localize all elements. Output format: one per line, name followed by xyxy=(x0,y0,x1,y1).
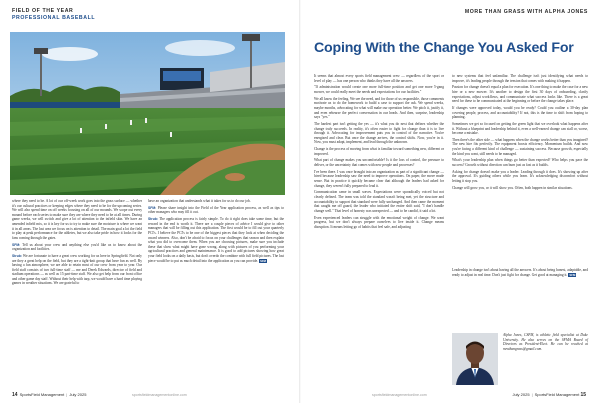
paragraph: Strub: We are fortunate to have a great crew working for us here in Springfield. Not only are they a great help on the field, but they are a tight-knit group that have fun as well. By having a fun atmosphere, we are able to retain most of our crew from year to year. Our field staff consists of two full-time staff — me and Derek Edwards, director of field and stadium operations — as well as 15 part-time staff. We also get help from our front office and other game day staff. Without their help with tarp, we would have a hard time playing games in weather situations. We are grateful to xyxy=(12,253,142,286)
kicker-title: FIELD OF THE YEAR xyxy=(12,8,74,14)
author-portrait xyxy=(452,333,498,385)
page-gutter xyxy=(299,0,301,403)
paragraph: Then there's the other side — what happens when the change works better than you imagined? The new hire fits perfectly. The equipment boosts efficiency. Momentum builds. And now you're facing a different kind of challenge — sustaining success. Because growth, especially the kind you want, still needs to be managed. xyxy=(452,137,588,156)
paragraph: Asking for change doesn't make you a leader. Leading through it does. It's showing up after the approval. It's guiding others while you learn. It's acknowledging discomfort without letting it stop you. xyxy=(452,169,588,183)
paragraph: It seems that almost every sports field management crew — regardless of the sport or level of play — has one person who thinks they have all the answers. xyxy=(314,74,444,83)
column-kicker: MORE THAN GRASS WITH ALPHA JONES xyxy=(464,9,588,15)
left-column-2 xyxy=(148,199,284,391)
paragraph: I've been there. I was once brought into an organization as part of a significant change — hired because leadership saw the need to improve operations. On paper, the move made sense. But in practice it quickly became clear that although the leaders had asked for change, they weren't fully prepared to lead it. xyxy=(314,169,444,188)
paragraph: where they need to be. A lot of our off-week work goes into the grass surface — whether it's our cultural practices or keeping edges where they need to be for the upcoming series. We will also spend time on off weeks focusing on all of our mounds. We scope out every mound before each series to make sure they are where they need to be at all times. During game weeks, we will switch and give a lot of attention to the infield skin. We have an amended infield mix, so it is key for us to try to make sure the moisture is where we want it in all areas. The last area we focus on is attention to detail. The main goal a lot the field to play at peak performance for the athletes, but we also take pride in how it looks for the fans coming through the gates. xyxy=(12,199,142,240)
paragraph: We all know the feeling. We see the need, and for those of us responsible, those comments motivate us to do the homework to build a case to support the ask. We spend weeks, maybe months, advocating for what will make our operation better. We pitch it, justify it, and even rehearse the perfect conversation in our heads. And then, surprise, leadership says "yes." xyxy=(314,96,444,120)
paragraph: have an organization that understands what it takes for us to do our job. xyxy=(148,199,251,203)
paragraph: The hardest part isn't getting the yes — it's what you do next that defines whether the change truly succeeds. In reality, it's often easier to fight for change than it is to live through it. Advocating for improvement puts you in control of the narrative. You're energized and clear. But once the change arrives, the control shifts. Now, you're in it. Now, you must adapt, implement, and lead through the unknown. xyxy=(314,121,444,145)
speaker-label: Strub: xyxy=(148,217,158,222)
paragraph: Leadership in change isn't about having all the answers. It's about being honest, adaptable, and ready to adjust in real time. Don't just fight for change. Get good at managing it. SFM xyxy=(452,268,588,277)
right-footer-url[interactable]: sportsfieldmanagementonline.com xyxy=(372,393,427,397)
paragraph: "If administration would create one more full-time position and get one more 5-gang mower, we could really meet the needs and expectations for our facilities." xyxy=(314,85,444,94)
paragraph: to new systems that feel unfamiliar. The challenge isn't just identifying what needs to improve, it's leading people through the tension that comes with making it happen. xyxy=(452,74,588,83)
end-mark: SFM xyxy=(260,258,266,263)
page-number: 14 xyxy=(12,392,18,398)
speaker-label: SFM: xyxy=(148,205,157,210)
issue-date: July 2025 xyxy=(512,392,530,397)
right-footer: July 2025 | SportsField Management 15 xyxy=(512,392,586,398)
paragraph: What's your leadership plan when things go better than expected? Who helps you pace the success? Growth without direction can burn just as fast as it builds. xyxy=(452,158,588,168)
end-mark: SFM xyxy=(569,272,576,277)
kicker-subtitle: PROFESSIONAL BASEBALL xyxy=(12,14,96,21)
page-number: 15 xyxy=(580,392,586,398)
paragraph: What part of change makes you uncomfortable? Is it the loss of control, the pressure to deliver, or the uncertainty that comes with new people and processes? xyxy=(314,158,444,168)
paragraph: Strub: The application process is fairly simple. To do it right does take some time, but the reward in the end is worth it. There are a couple pieces of advice I would give to other managers that will be filling out this application. The first would be to fill out your quarterly PCI's. I believe the PCI's to be one of the biggest pieces that they look at when deciding the award winners. Also, don't be afraid to focus on your challenges that season and then explain what you did to overcome them. When you are choosing pictures, make sure you include these that show what might have gone wrong, along with pictures of you performing your agricultural practices and general maintenance. It is good to add pictures showing how great your field looks on a daily basis, but don't overdo the combine with full field pictures. The last piece would be to put as much detail into the application as you can provide. SFM xyxy=(148,217,284,263)
paragraph: SFM: Tell us about your crew and anything else you'd like us to know about the organization and facilities. xyxy=(12,242,142,252)
stadium-field-photo xyxy=(10,32,285,195)
paragraph: Even experienced leaders can struggle with the emotional weight of change. We want progress, but we don't always prepare ourselves to live inside it. Change means disruption. It means letting go of habits that feel safe, and adjusting xyxy=(314,215,444,229)
article-headline: Coping With the Change You Asked For xyxy=(314,40,574,56)
issue-date: July 2025 xyxy=(69,392,87,397)
author-bio: Alpha Jones, CSFM, is athletic field specialist at Duke University. He also serves on the SFMA Board of Directors as President-Elect. He can be reached at mrothangrass@gmail.com. xyxy=(503,333,588,351)
paragraph: Change is the process of moving from what is familiar toward something new, different or improved. xyxy=(314,147,444,156)
speaker-label: SFM: xyxy=(12,242,21,247)
paragraph: Sometimes we get so focused on getting the green light that we overlook what happens after it. Without a blueprint and leadership behind it, even a well-earned change can stall or, worse, become a mistake. xyxy=(452,121,588,136)
paragraph: Passion for change doesn't equal a plan for execution. It's one thing to make the case for a new hire or a new mower. It's another to design the first 30 days of onboarding, clarify expectations, adjust workflows, and communicate what success looks like. There is a great need for these to be communicated at the beginning or before the change takes place. xyxy=(452,85,588,104)
paragraph: If changes were approved today, would you be ready? Could you outline a 30-day plan covering people, process, and accountability? If not, this is the time to shift from hoping to planning. xyxy=(452,105,588,120)
right-column-2 xyxy=(452,74,588,266)
paragraph: SFM: Please share insight into the Field of the Year application process, as well as tips to other managers who may fill it out. xyxy=(148,205,284,215)
left-footer-url[interactable]: sportsfieldmanagementonline.com xyxy=(132,393,187,397)
speaker-label: Strub: xyxy=(12,253,22,258)
paragraph: Communication came in small waves. Expectations were sporadically voiced but not clearly defined. The team was told the standard wasn't being met, yet the structure and accountability to support that standard were fully unchanged. And then came the moment that caught me off guard, the leader who initiated the entire shift said, "I don't handle change well." That level of honesty was unexpected — and to be candid, it said a lot. xyxy=(314,190,444,213)
section-kicker xyxy=(12,8,95,21)
publication-name: SportsField Management xyxy=(19,392,65,397)
paragraph: Change will grow you, or it will show you. Often, both happen in similar situations. xyxy=(452,185,573,190)
left-column-1 xyxy=(12,199,142,391)
right-column-1 xyxy=(314,74,444,392)
left-footer: 14 SportsField Management | July 2025 xyxy=(12,392,87,398)
publication-name: SportsField Management xyxy=(534,392,580,397)
